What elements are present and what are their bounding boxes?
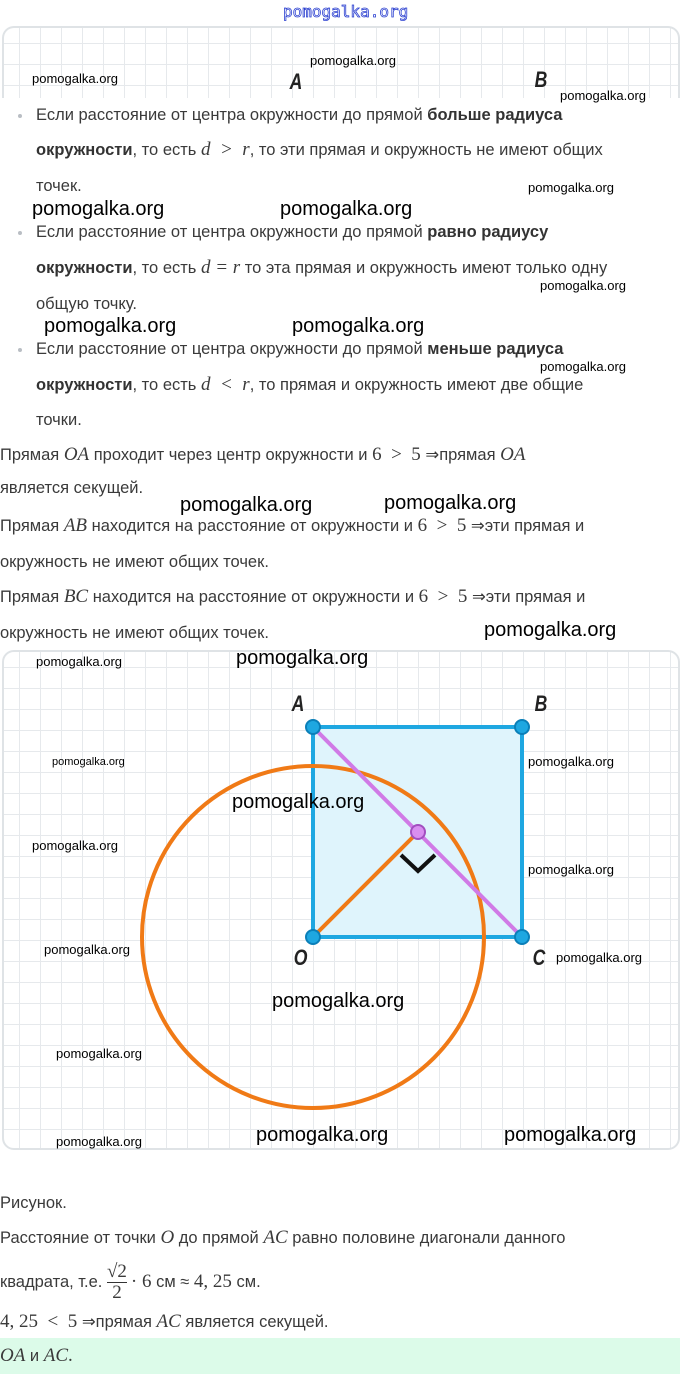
point-h	[411, 825, 425, 839]
watermark: pomogalka.org	[44, 315, 177, 337]
watermark: pomogalka.org	[560, 88, 646, 103]
answer-box: OA и AC.	[0, 1338, 680, 1374]
point-label-b: B	[534, 691, 548, 716]
point-label-c: C	[532, 945, 546, 970]
watermark: pomogalka.org	[272, 990, 405, 1012]
watermark: pomogalka.org	[44, 942, 130, 957]
watermark: pomogalka.org	[256, 1124, 389, 1146]
point-b	[515, 720, 529, 734]
fraction: $\frac{√2}{2}$	[106, 1261, 127, 1303]
watermark: pomogalka.org	[310, 53, 396, 68]
watermark: pomogalka.org	[528, 754, 614, 769]
watermark: pomogalka.org	[52, 756, 125, 768]
point-c	[515, 930, 529, 944]
point-label-o: O	[293, 945, 308, 970]
watermark: pomogalka.org	[540, 278, 626, 293]
watermark: pomogalka.org	[540, 359, 626, 374]
watermark: pomogalka.org	[36, 654, 122, 669]
watermark: pomogalka.org	[32, 838, 118, 853]
watermark: pomogalka.org	[384, 492, 517, 514]
watermark: pomogalka.org	[180, 494, 313, 516]
watermark: pomogalka.org	[528, 180, 614, 195]
watermark: pomogalka.org	[556, 950, 642, 965]
caption: Рисунок.	[0, 1194, 67, 1212]
point-label-b-top: B	[534, 67, 548, 92]
watermark: pomogalka.org	[32, 71, 118, 86]
watermark: pomogalka.org	[32, 198, 165, 220]
point-label-a-top: A	[289, 69, 303, 94]
watermark: pomogalka.org	[232, 791, 365, 813]
watermark: pomogalka.org	[484, 619, 617, 641]
watermark: pomogalka.org	[56, 1134, 142, 1149]
point-a	[306, 720, 320, 734]
watermark: pomogalka.org	[528, 862, 614, 877]
point-o	[306, 930, 320, 944]
watermark: pomogalka.org	[56, 1046, 142, 1061]
watermark: pomogalka.org	[236, 647, 369, 669]
watermark: pomogalka.org	[292, 315, 425, 337]
watermark: pomogalka.org	[504, 1124, 637, 1146]
watermark: pomogalka.org	[280, 198, 413, 220]
header-watermark: pomogalka.org	[283, 2, 409, 21]
point-label-a: A	[291, 691, 305, 716]
